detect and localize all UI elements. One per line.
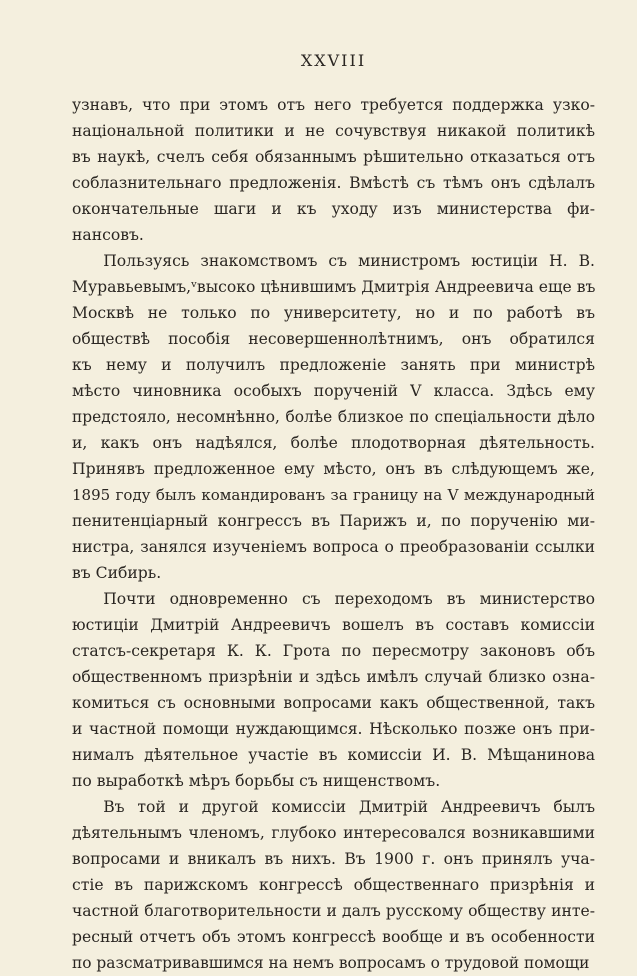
paragraph [72,586,595,794]
paragraph [72,92,595,248]
text-line: соблазнительнаго предложенія. Вмѣстѣ съ тѣмъ онъ сдѣлалъ [72,174,595,192]
text-line: національной политики и не сочувствуя никакой политикѣ [72,122,595,140]
text-line: и частной помощи нуждающимся. Нѣсколько позже онъ при- [72,720,595,738]
text-line: Пользуясь знакомствомъ съ министромъ юстиціи Н. В. [103,252,595,270]
text-line: въ наукѣ, счелъ себя обязаннымъ рѣшительно отказаться отъ [72,148,595,166]
text-line: дѣятельнымъ членомъ, глубоко интересовался возникавшими [72,824,595,842]
text-line: ресный отчетъ объ этомъ конгрессѣ вообще и въ особенности [72,928,595,946]
text-line: пенитенціарный конгрессъ въ Парижъ и, по порученію ми- [72,512,595,530]
text-line: комиться съ основными вопросами какъ общественной, такъ [72,694,595,712]
text-line: мѣсто чиновника особыхъ порученій V класса. Здѣсь ему [72,382,595,400]
text-line: 1895 году былъ командированъ за границу на V международный [72,486,595,504]
text-line: Принявъ предложенное ему мѣсто, онъ въ слѣдующемъ же, [72,460,595,478]
text-line: окончательные шаги и къ уходу изъ министерства фи- [72,200,595,218]
text-line: по выработкѣ мѣръ борьбы съ нищенствомъ. [72,772,441,790]
text-line: обществѣ пособія несовершеннолѣтнимъ, онъ обратился [72,330,595,348]
text-line: Москвѣ не только по университету, но и по работѣ въ [72,304,595,322]
text-line: статсъ-секретаря К. К. Грота по пересмотру законовъ объ [72,642,595,660]
text-line: Почти одновременно съ переходомъ въ министерство [103,590,595,608]
text-line: вопросами и вникалъ въ нихъ. Въ 1900 г. онъ принялъ уча- [72,850,595,868]
text-line: нималъ дѣятельное участіе въ комиссіи И. В. Мѣщанинова [72,746,595,764]
text-line: предстояло, несомнѣнно, болѣе близкое по спеціальности дѣло [72,408,595,426]
body-text [72,92,595,976]
paragraph [72,794,595,976]
text-line: узнавъ, что при этомъ отъ него требуется поддержка узко- [72,96,595,114]
text-line: частной благотворительности и далъ русскому обществу инте- [72,902,595,920]
text-line: и, какъ онъ надѣялся, болѣе плодотворная дѣятельность. [72,434,595,452]
text-line: въ Сибирь. [72,564,162,582]
text-line: нансовъ. [72,226,144,244]
text-line: юстиціи Дмитрій Андреевичъ вошелъ въ составъ комиссіи [72,616,595,634]
text-line: къ нему и получилъ предложеніе занять при министрѣ [72,356,595,374]
text-line: по разсматривавшимся на немъ вопросамъ о трудовой помощи [72,954,590,972]
page-number: XXVIII [300,51,367,70]
text-line: Муравьевымъ,ᵛвысоко цѣнившимъ Дмитрія Андреевича еще въ [72,278,596,296]
text-line: стіе въ парижскомъ конгрессѣ общественнаго призрѣнія и [72,876,595,894]
paragraph [72,248,595,586]
text-line: нистра, занялся изученіемъ вопроса о преобразованіи ссылки [72,538,595,556]
text-line: общественномъ призрѣніи и здѣсь имѣлъ случай близко озна- [72,668,595,686]
text-line: Въ той и другой комиссіи Дмитрій Андреевичъ былъ [103,798,595,816]
